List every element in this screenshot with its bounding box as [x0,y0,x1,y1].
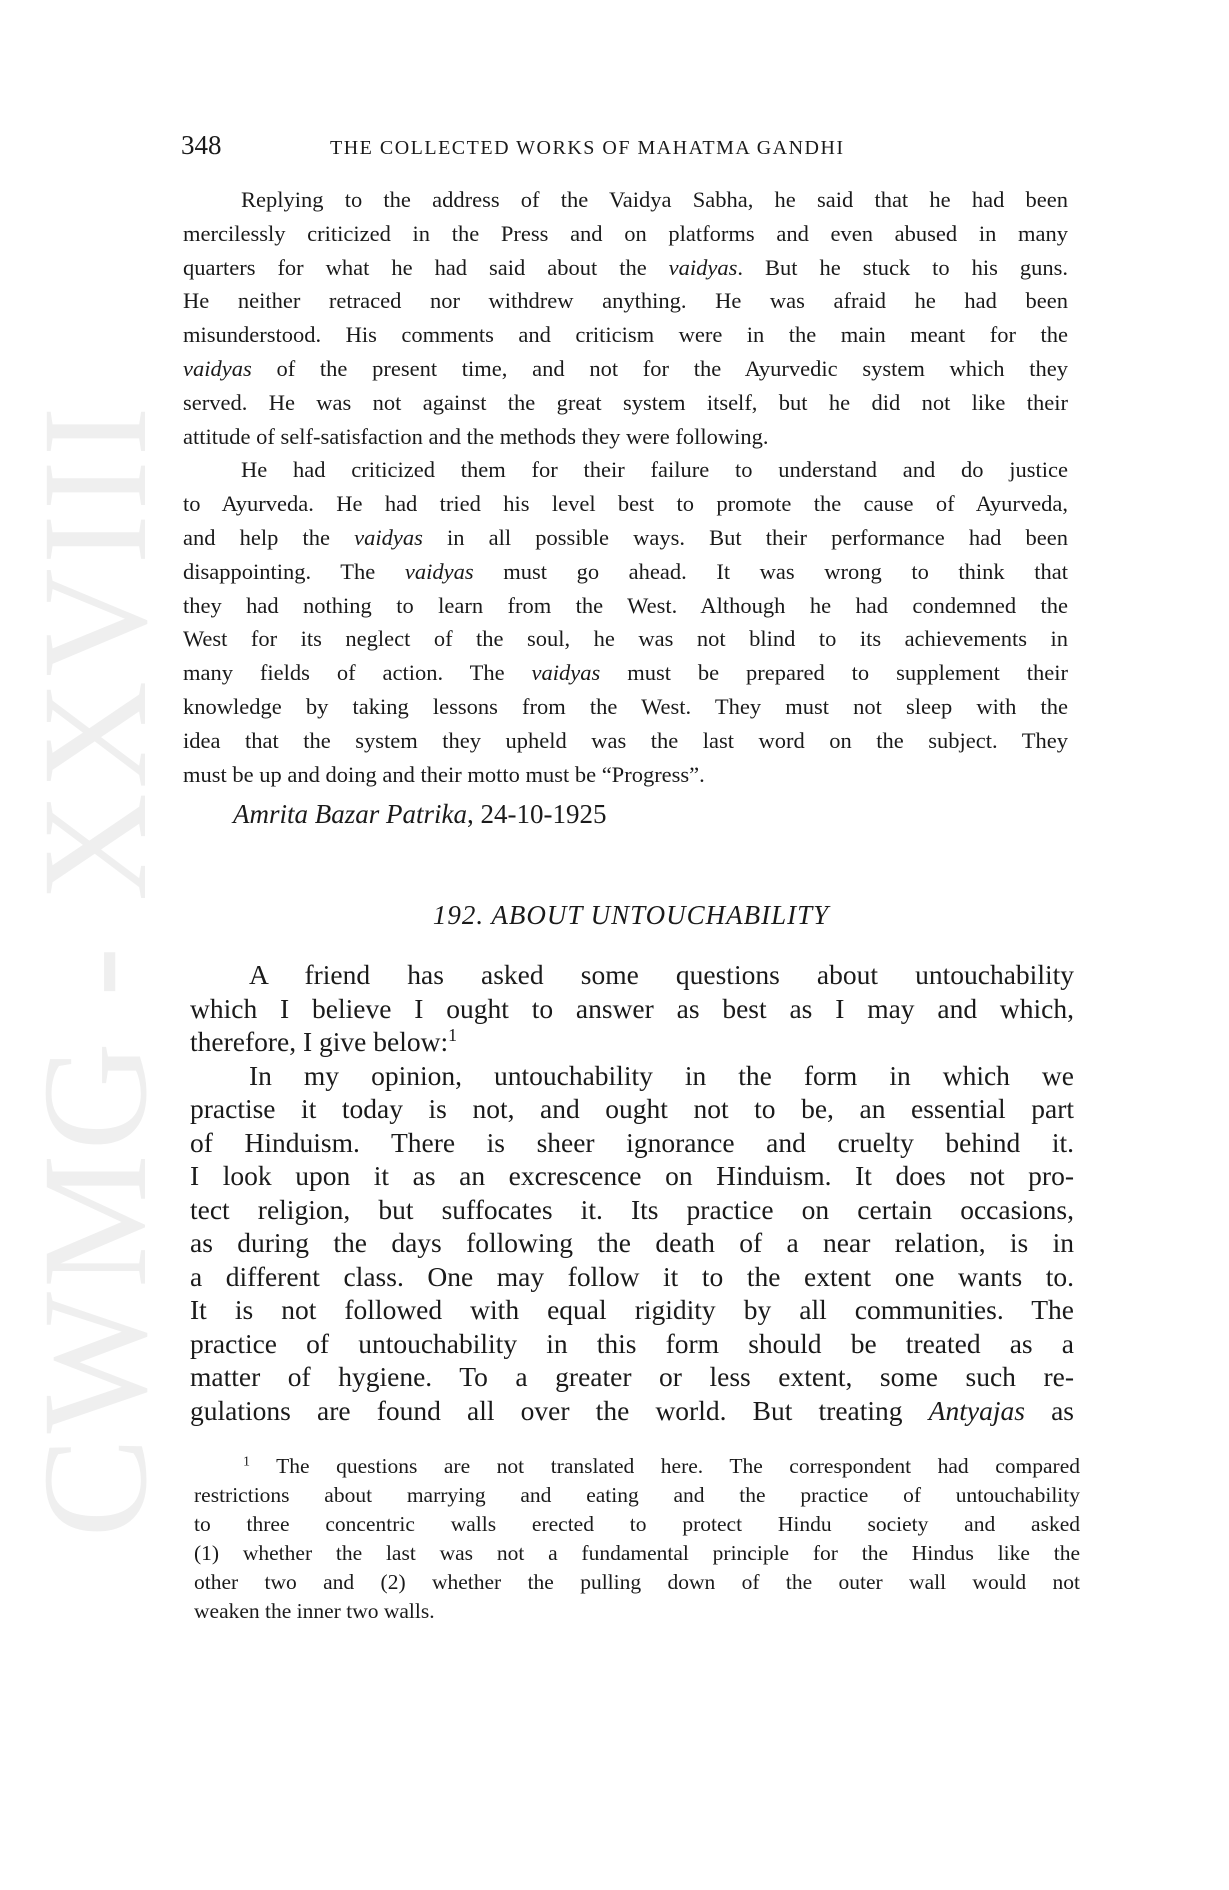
text-segment: attitude of self-satisfaction and the methods they were following. [183,423,769,449]
text-segment: He had criticized them for their failure to understand and do justice [241,457,1068,483]
text-segment: practice of untouchability in this form should be treated as a [190,1327,1074,1359]
page-number: 348 [181,130,222,160]
text-line [183,521,1068,555]
source-date: , 24-10-1925 [467,799,607,829]
text-segment: in all possible ways. But their performance had been [422,524,1068,550]
text-segment: other two and (2) whether the pulling down of the outer wall would not [194,1569,1080,1594]
footnote [194,1452,1080,1625]
source-citation [233,797,606,831]
text-line [183,758,1068,792]
text-line [183,656,1068,690]
text-segment: The questions are not translated here. The correspondent had compared [249,1454,1080,1478]
text-line [183,386,1068,420]
text-line [183,622,1068,656]
text-segment: A friend has asked some questions about untouchability [249,959,1074,990]
text-line [190,1025,1074,1059]
text-segment: served. He was not against the great system itself, but he did not like their [183,389,1068,415]
text-segment: misunderstood. His comments and criticism were in the main meant for the [183,322,1068,348]
italic-text: vaidyas [668,254,738,280]
text-segment: they had nothing to learn from the West. Although he had condemned the [183,592,1068,618]
source-publication: Amrita Bazar Patrika [233,799,467,829]
text-line [183,724,1068,758]
text-line [183,318,1068,352]
text-line [183,589,1068,623]
text-line [190,1193,1074,1227]
text-segment: I look upon it as an excrescence on Hinduism. It does not pro- [190,1160,1074,1191]
italic-text: vaidyas [183,355,252,381]
text-line [183,487,1068,521]
text-segment: practise it today is not, and ought not to be, an essential part [190,1093,1074,1124]
text-segment: . But he stuck to his guns. [737,254,1068,280]
text-segment: as [1024,1394,1074,1426]
text-segment: mercilessly criticized in the Press and on platforms and even abused in many [183,220,1068,246]
text-line [183,420,1068,454]
text-segment: Replying to the address of the Vaidya Sabha, he said that he had been [241,187,1068,212]
text-line [190,1293,1074,1327]
text-segment: must be up and doing and their motto must be “Progress”. [183,761,705,787]
text-line [194,1568,1080,1597]
italic-text: vaidyas [354,524,423,550]
text-segment: restrictions about marrying and eating and the practice of untouchability [194,1482,1080,1507]
text-segment: gulations are found all over the world. But treating [190,1394,929,1426]
footnote-marker: 1 [448,1025,458,1046]
text-line [190,1159,1074,1193]
italic-text: vaidyas [404,558,474,584]
text-segment: West for its neglect of the soul, he was not blind to its achievements in [183,626,1068,652]
text-line [190,1360,1074,1394]
text-segment: In my opinion, untouchability in the form in which we [249,1059,1074,1091]
text-line [190,1394,1074,1428]
text-segment: He neither retraced nor withdrew anything. He was afraid he had been [183,288,1068,314]
italic-text: Antyajas [928,1394,1025,1426]
text-line [190,1126,1074,1160]
watermark: CWMG - XXVIII [12,402,178,1538]
text-segment: of the present time, and not for the Ayurvedic system which they [251,355,1068,381]
text-line [190,992,1074,1026]
text-line [190,1059,1074,1093]
text-line [183,453,1068,487]
text-segment: must be prepared to supplement their [600,660,1068,686]
text-segment: matter of hygiene. To a greater or less extent, some such re- [190,1361,1074,1392]
text-segment: tect religion, but suffocates it. Its practice on certain occasions, [190,1193,1074,1225]
text-segment: therefore, I give below: [190,1026,449,1057]
text-line [190,1226,1074,1260]
text-segment: to three concentric walls erected to protect Hindu society and asked [194,1511,1080,1536]
text-line [190,1327,1074,1361]
article-body [190,958,1074,1427]
text-line [190,1260,1074,1294]
text-line [183,217,1068,251]
text-segment: a different class. One may follow it to the extent one wants to. [190,1260,1074,1292]
text-line [183,251,1068,285]
text-line [190,958,1074,992]
text-line [183,284,1068,318]
text-segment: quarters for what he had said about the [183,254,669,280]
footnote-marker: 1 [243,1454,250,1470]
running-head: THE COLLECTED WORKS OF MAHATMA GANDHI [330,137,845,159]
text-segment: and help the [183,524,355,550]
text-line [194,1539,1080,1568]
text-segment: as during the days following the death of a near relation, is in [190,1227,1074,1258]
text-line [194,1481,1080,1510]
text-line [183,555,1068,589]
text-segment: disappointing. The [183,558,405,584]
text-segment: weaken the inner two walls. [194,1598,435,1623]
text-line [183,690,1068,724]
text-line [194,1597,1080,1626]
text-segment: knowledge by taking lessons from the West. They must not sleep with the [183,693,1068,719]
text-line [194,1510,1080,1539]
text-segment: many fields of action. The [183,660,532,686]
text-line [183,352,1068,386]
italic-text: vaidyas [531,660,601,686]
text-line [190,1092,1074,1126]
text-segment: which I believe I ought to answer as best as I may and which, [190,992,1074,1024]
text-segment: idea that the system they upheld was the last word on the subject. They [183,727,1068,753]
text-segment: of Hinduism. There is sheer ignorance and cruelty behind it. [190,1126,1074,1158]
text-line [194,1452,1080,1481]
section-title: 192. ABOUT UNTOUCHABILITY [432,900,830,930]
text-line [183,183,1068,217]
text-segment: (1) whether the last was not a fundamental principle for the Hindus like the [194,1540,1080,1565]
text-segment: must go ahead. It was wrong to think that [473,558,1068,584]
report-paragraphs [183,183,1068,791]
text-segment: to Ayurveda. He had tried his level best to promote the cause of Ayurveda, [183,491,1068,517]
text-segment: It is not followed with equal rigidity by all communities. The [190,1294,1074,1325]
